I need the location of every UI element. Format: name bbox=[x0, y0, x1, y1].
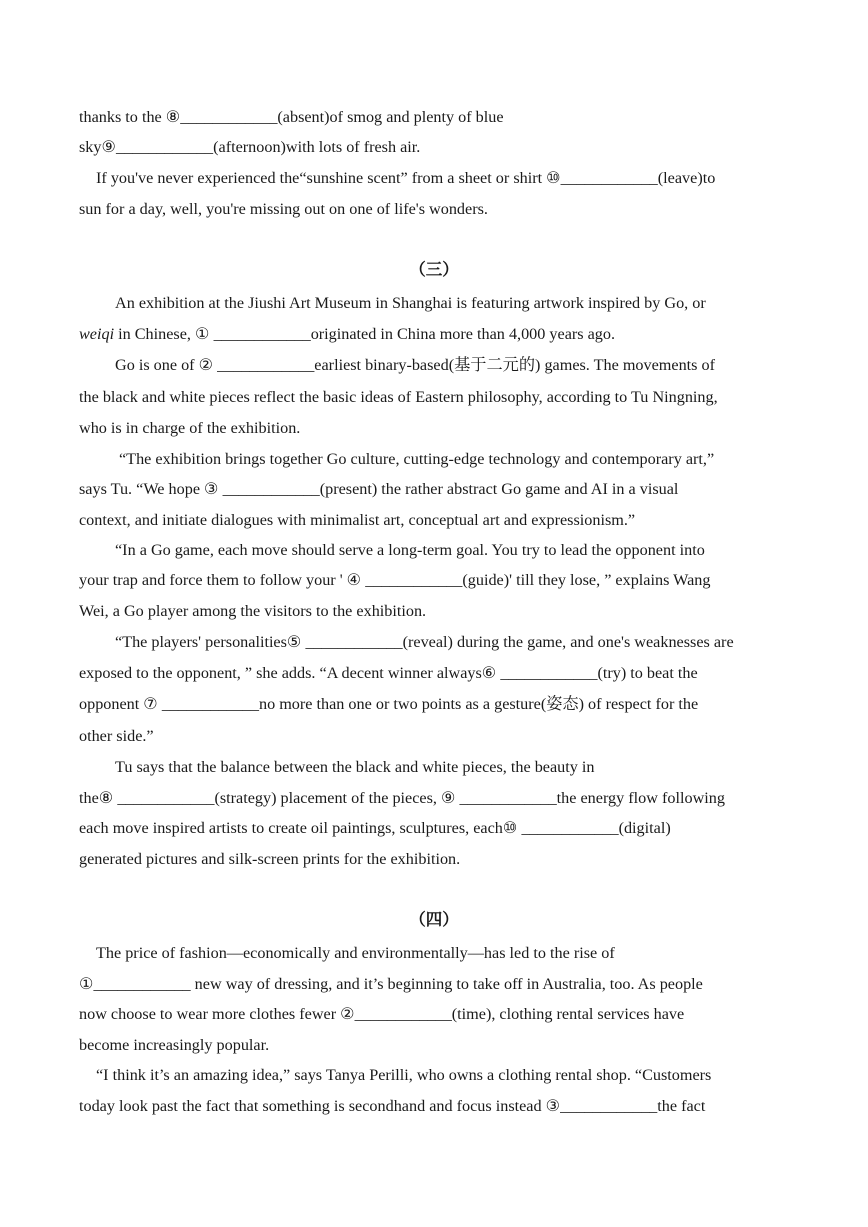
text-line: other side.” bbox=[79, 727, 154, 745]
text-line: context, and initiate dialogues with minimalist art, conceptual art and expressionism.” bbox=[79, 511, 636, 529]
text-line: the black and white pieces reflect the basic ideas of Eastern philosophy, according to Tu Ningning, bbox=[79, 388, 718, 406]
text-line: Wei, a Go player among the visitors to the exhibition. bbox=[79, 602, 427, 620]
text-line: Go is one of ② ____________earliest binary-based(基于二元的) games. The movements of bbox=[115, 356, 715, 374]
text-line: ①____________ new way of dressing, and it’s beginning to take off in Australia, too. As people bbox=[79, 975, 703, 993]
text-line: “In a Go game, each move should serve a long-term goal. You try to lead the opponent into bbox=[115, 541, 705, 559]
text-line: Tu says that the balance between the black and white pieces, the beauty in bbox=[115, 758, 595, 776]
text-line: become increasingly popular. bbox=[79, 1036, 270, 1054]
text-line: “The exhibition brings together Go culture, cutting-edge technology and contemporary art,” bbox=[119, 450, 715, 468]
text-line: now choose to wear more clothes fewer ②____________(time), clothing rental services have bbox=[79, 1005, 685, 1023]
text-line: the⑧ ____________(strategy) placement of the pieces, ⑨ ____________the energy flow following bbox=[79, 789, 725, 807]
text-line: thanks to the ⑧____________(absent)of smog and plenty of blue bbox=[79, 108, 504, 126]
text-line: generated pictures and silk-screen prints for the exhibition. bbox=[79, 850, 461, 868]
text-line: today look past the fact that something is secondhand and focus instead ③____________the fact bbox=[79, 1097, 706, 1115]
text-span: in Chinese, ① ____________originated in China more than 4,000 years ago. bbox=[114, 325, 616, 343]
section-heading: （四） bbox=[409, 910, 459, 929]
text-line: “I think it’s an amazing idea,” says Tanya Perilli, who owns a clothing rental shop. “Customers bbox=[96, 1066, 712, 1084]
text-line: “The players' personalities⑤ ____________(reveal) during the game, and one's weaknesses are bbox=[115, 633, 734, 651]
section-heading: （三） bbox=[409, 260, 459, 279]
text-line: An exhibition at the Jiushi Art Museum in Shanghai is featuring artwork inspired by Go, or bbox=[115, 294, 706, 312]
text-line: opponent ⑦ ____________no more than one or two points as a gesture(姿态) of respect for the bbox=[79, 695, 699, 713]
text-line: exposed to the opponent, ” she adds. “A decent winner always⑥ ____________(try) to beat the bbox=[79, 664, 698, 682]
italic-term: weiqi bbox=[79, 325, 115, 343]
text-line: If you've never experienced the“sunshine scent” from a sheet or shirt ⑩____________(leave)to bbox=[96, 169, 716, 187]
text-line bbox=[79, 324, 791, 344]
text-line: sky⑨____________(afternoon)with lots of fresh air. bbox=[79, 138, 421, 156]
text-line: each move inspired artists to create oil paintings, sculptures, each⑩ ____________(digital) bbox=[79, 819, 671, 837]
text-line: sun for a day, well, you're missing out on one of life's wonders. bbox=[79, 200, 488, 218]
text-line: who is in charge of the exhibition. bbox=[79, 419, 301, 437]
text-line: your trap and force them to follow your ' ④ ____________(guide)' till they lose, ” explains Wang bbox=[79, 571, 711, 589]
text-line: The price of fashion—economically and environmentally—has led to the rise of bbox=[96, 944, 615, 962]
text-line: says Tu. “We hope ③ ____________(present) the rather abstract Go game and AI in a visual bbox=[79, 480, 679, 498]
